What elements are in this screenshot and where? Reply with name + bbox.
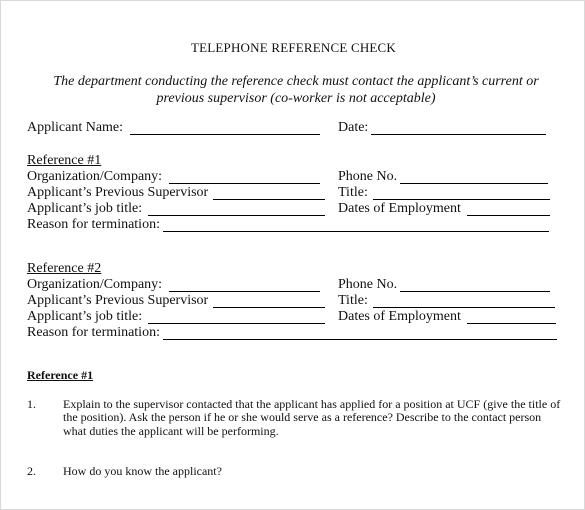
ref2-job-row	[1, 309, 585, 325]
ref1-org-label: Organization/Company:	[27, 169, 163, 184]
question-text-line: How do you know the applicant?	[63, 464, 222, 478]
question-text-line: what duties the applicant will be performing.	[63, 424, 279, 438]
applicant-name-field[interactable]	[130, 134, 320, 135]
ref1-supervisor-row	[1, 185, 585, 201]
applicant-row	[1, 120, 585, 136]
ref1-supervisor-field[interactable]	[213, 199, 325, 200]
question-text-line: the position). Ask the person if he or she would serve as a reference? Describe to the contact person	[63, 410, 542, 424]
ref2-dates-field[interactable]	[467, 323, 556, 324]
ref1-title-label: Title:	[338, 185, 368, 200]
ref2-org-label: Organization/Company:	[27, 277, 163, 292]
ref1-phone-label: Phone No.	[338, 169, 398, 184]
ref1-org-field[interactable]	[169, 183, 320, 184]
ref2-title-field[interactable]	[373, 307, 555, 308]
ref2-heading: Reference #2	[27, 261, 102, 276]
date-label: Date:	[338, 120, 369, 135]
ref1-reason-label: Reason for termination:	[27, 217, 160, 232]
applicant-name-label: Applicant Name:	[27, 120, 124, 135]
ref2-phone-field[interactable]	[400, 291, 550, 292]
ref1-org-row	[1, 169, 585, 185]
ref1-title-field[interactable]	[373, 199, 550, 200]
ref2-title-label: Title:	[338, 293, 368, 308]
question-number: 2.	[27, 464, 36, 478]
form-instructions: The department conducting the reference check must contact the applicant’s current or previous supervisor (co-worker is not acceptable)	[53, 74, 539, 106]
ref2-reason-row	[1, 325, 585, 341]
date-field[interactable]	[371, 134, 546, 135]
ref1-heading: Reference #1	[27, 153, 102, 168]
ref2-job-field[interactable]	[148, 323, 325, 324]
ref1-reason-field[interactable]	[163, 231, 549, 232]
ref2-org-field[interactable]	[169, 291, 320, 292]
questions-section-heading: Reference #1	[27, 368, 94, 382]
ref1-job-label: Applicant’s job title:	[27, 201, 143, 216]
ref2-phone-label: Phone No.	[338, 277, 398, 292]
question-number: 1.	[27, 397, 36, 411]
ref2-org-row	[1, 277, 585, 293]
ref2-supervisor-row	[1, 293, 585, 309]
ref2-job-label: Applicant’s job title:	[27, 309, 143, 324]
ref1-job-field[interactable]	[148, 215, 325, 216]
ref2-heading-row	[1, 261, 585, 277]
ref2-reason-field[interactable]	[163, 339, 557, 340]
ref2-dates-label: Dates of Employment	[338, 309, 461, 324]
ref2-reason-label: Reason for termination:	[27, 325, 160, 340]
ref2-supervisor-label: Applicant’s Previous Supervisor	[27, 293, 209, 308]
ref1-job-row	[1, 201, 585, 217]
ref1-heading-row	[1, 153, 585, 169]
question-text-line: Explain to the supervisor contacted that the applicant has applied for a position at UCF (give the title of	[63, 397, 561, 411]
ref1-supervisor-label: Applicant’s Previous Supervisor	[27, 185, 209, 200]
ref1-dates-label: Dates of Employment	[338, 201, 461, 216]
ref1-dates-field[interactable]	[467, 215, 550, 216]
ref1-phone-field[interactable]	[400, 183, 548, 184]
form-title: TELEPHONE REFERENCE CHECK	[190, 40, 397, 55]
ref2-supervisor-field[interactable]	[213, 307, 325, 308]
ref1-reason-row	[1, 217, 585, 233]
